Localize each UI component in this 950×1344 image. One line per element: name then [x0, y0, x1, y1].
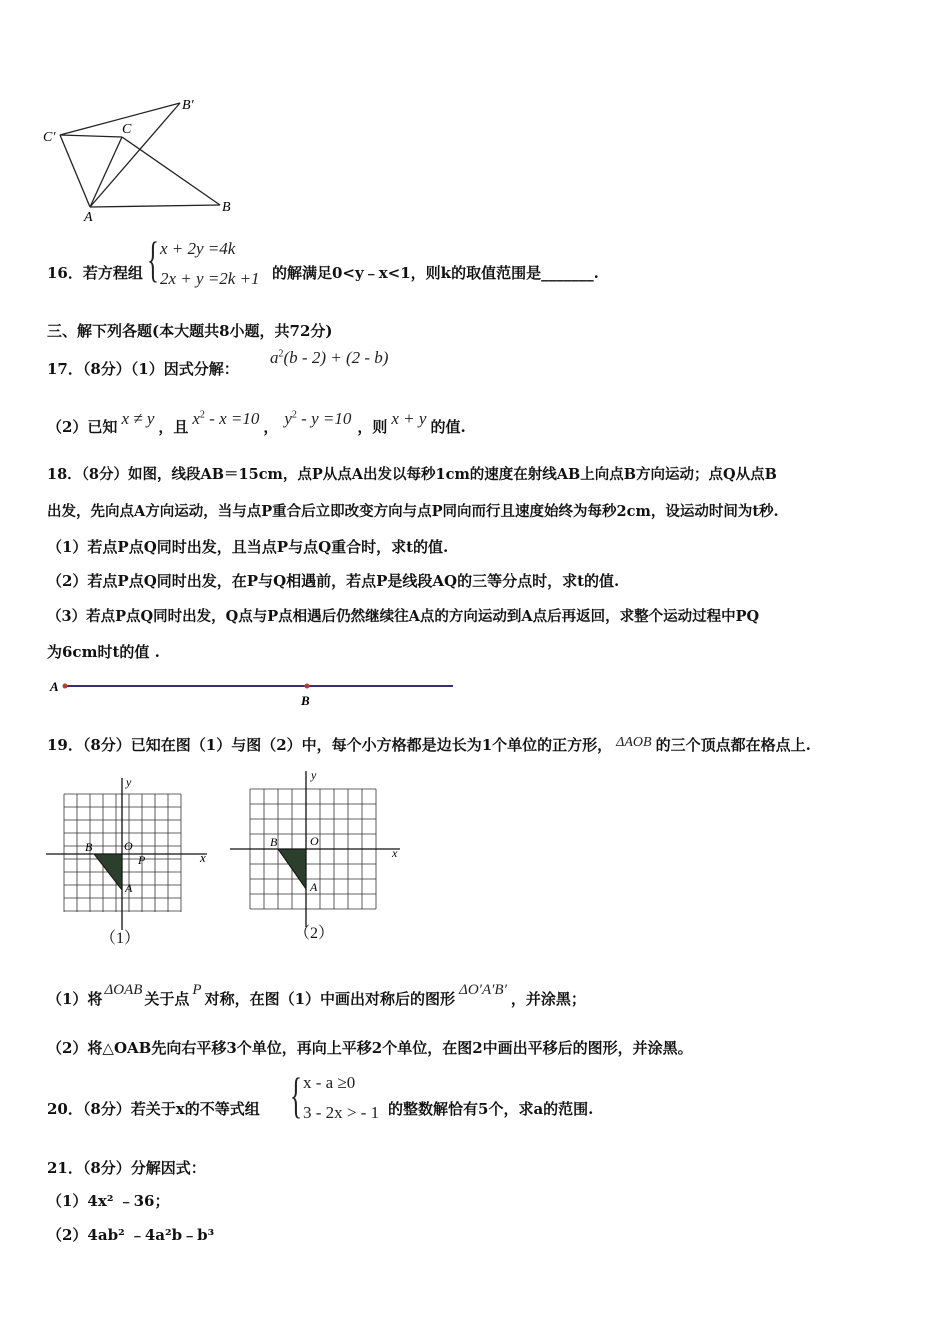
q21-title: 21．（8分）分解因式： — [47, 1159, 206, 1177]
q17-p2-cond: x ≠ y — [121, 409, 155, 428]
q18-sub3a: （3）若点P点Q同时出发，Q点与P点相遇后仍然继续往A点的方向运动到A点后再返回，求整个运动过程中PQ — [47, 608, 760, 625]
q20-ineq2: 3 - 2x > - 1 — [303, 1103, 380, 1122]
rotation-figure — [40, 95, 250, 225]
q17-p2-a: （2）已知 — [47, 418, 118, 436]
q16-end: . — [593, 264, 599, 282]
q16-eq2: 2x + y =2k +1 — [160, 269, 260, 288]
fig2-label-x: x — [392, 846, 398, 860]
fig1-caption: （1） — [100, 930, 141, 947]
fig1-label-a: A — [125, 881, 133, 895]
q17-p2-sum: x + y — [391, 409, 427, 428]
q16-tail-text: 的解满足0<y﹣x<1，则k的取值范围是 — [272, 264, 542, 282]
q17-p2-b: ，且 — [158, 418, 189, 436]
q16-eq1: x + 2y =4k — [160, 239, 236, 258]
q20-ineq1: x - a ≥0 — [303, 1073, 356, 1092]
fig2-label-o: O — [310, 834, 319, 848]
fig1-label-y: y — [126, 775, 132, 789]
q17-p2-d: ，则 — [357, 418, 388, 436]
q19-sub1c: 对称，在图（1）中画出对称后的图形 — [204, 990, 456, 1008]
q19-sub1-tri: ΔOAB — [104, 982, 143, 998]
q16-system — [160, 234, 260, 294]
q16-lead: 16．若方程组 — [47, 264, 143, 282]
q16-blank: _______ — [541, 264, 594, 282]
q19-sub1-p: P — [192, 982, 202, 998]
section3-title: 三、解下列各题(本大题共8小题，共72分) — [47, 322, 333, 340]
q19-tri: ΔAOB — [616, 735, 652, 750]
q19-line1a: 19．（8分）已知在图（1）与图（2）中，每个小方格都是边长为1个单位的正方形， — [47, 736, 613, 754]
seg-label-a: A — [50, 679, 59, 694]
fig2-label-a: A — [310, 880, 318, 894]
q20-system — [303, 1068, 379, 1128]
q20-lead: 20．（8分）若关于x的不等式组 — [47, 1100, 260, 1118]
q19-sub1 — [47, 982, 586, 1009]
q17-part2 — [47, 409, 466, 437]
q18-sub1: （1）若点P点Q同时出发，且当点P与点Q重合时，求t的值. — [47, 538, 449, 556]
q19-sub1d: ，并涂黑； — [510, 990, 586, 1008]
grid-figure-1 — [42, 770, 217, 950]
fig1-label-b: B — [85, 840, 93, 854]
label-b: B — [222, 200, 231, 215]
label-c-prime: C′ — [43, 130, 56, 145]
q21-sub1: （1）4x² ﹣36； — [47, 1192, 170, 1210]
q19-line1b: 的三个顶点都在格点上. — [655, 736, 811, 754]
q20-tail: 的整数解恰有5个，求a的范围. — [388, 1100, 594, 1118]
q19-sub1a: （1）将 — [47, 990, 103, 1008]
q17-p2-eq1: $x^2 - x =10$ — [192, 409, 260, 428]
grid-figure-2 — [228, 765, 408, 945]
q17-p2-e: 的值. — [430, 418, 466, 436]
fig2-label-b: B — [270, 835, 278, 849]
q18-line2: 出发，先向点A方向运动，当与点P重合后立即改变方向与点P同向而行且速度始终为每秒2cm，设运动时间为t秒. — [47, 503, 779, 520]
q17-line1: 17．（8分）（1）因式分解： — [47, 360, 239, 378]
fig2-label-y: y — [311, 768, 317, 782]
q20-brace: { — [290, 1067, 302, 1123]
fig1-label-o: O — [124, 839, 133, 853]
label-a: A — [84, 210, 93, 225]
q19-sub1b: 关于点 — [144, 990, 190, 1008]
seg-label-b: B — [301, 693, 310, 708]
fig2-caption: （2） — [294, 925, 335, 942]
fig1-label-x: x — [200, 850, 206, 865]
fig1-label-p: P — [138, 853, 146, 867]
q17-p2-eq2: $y^2 - y =10$ — [284, 409, 352, 428]
segment-ab-figure — [45, 672, 465, 708]
q16-brace: { — [147, 231, 159, 287]
q21-sub2: （2）4ab² ﹣4a²b﹣b³ — [47, 1226, 215, 1244]
q19-sub1-tri2: ΔO′A′B′ — [459, 982, 507, 998]
q18-sub3b: 为6cm时t的值 . — [47, 643, 160, 661]
q18-sub2: （2）若点P点Q同时出发，在P与Q相遇前，若点P是线段AQ的三等分点时，求t的值. — [47, 572, 620, 590]
q19-sub2: （2）将△OAB先向右平移3个单位，再向上平移2个单位，在图2中画出平移后的图形，并涂黑。 — [47, 1039, 693, 1057]
label-c: C — [122, 122, 132, 137]
q19-line1 — [47, 734, 811, 755]
q17-expr1: $a^2(b - 2) + (2 - b)$ — [270, 348, 389, 367]
q16-tail — [272, 262, 599, 283]
q17-p2-c: ， — [263, 418, 279, 436]
label-b-prime: B′ — [182, 98, 194, 113]
q18-line1: 18．（8分）如图，线段AB＝15cm，点P从点A出发以每秒1cm的速度在射线AB上向点B方向运动；点Q从点B — [47, 466, 777, 483]
